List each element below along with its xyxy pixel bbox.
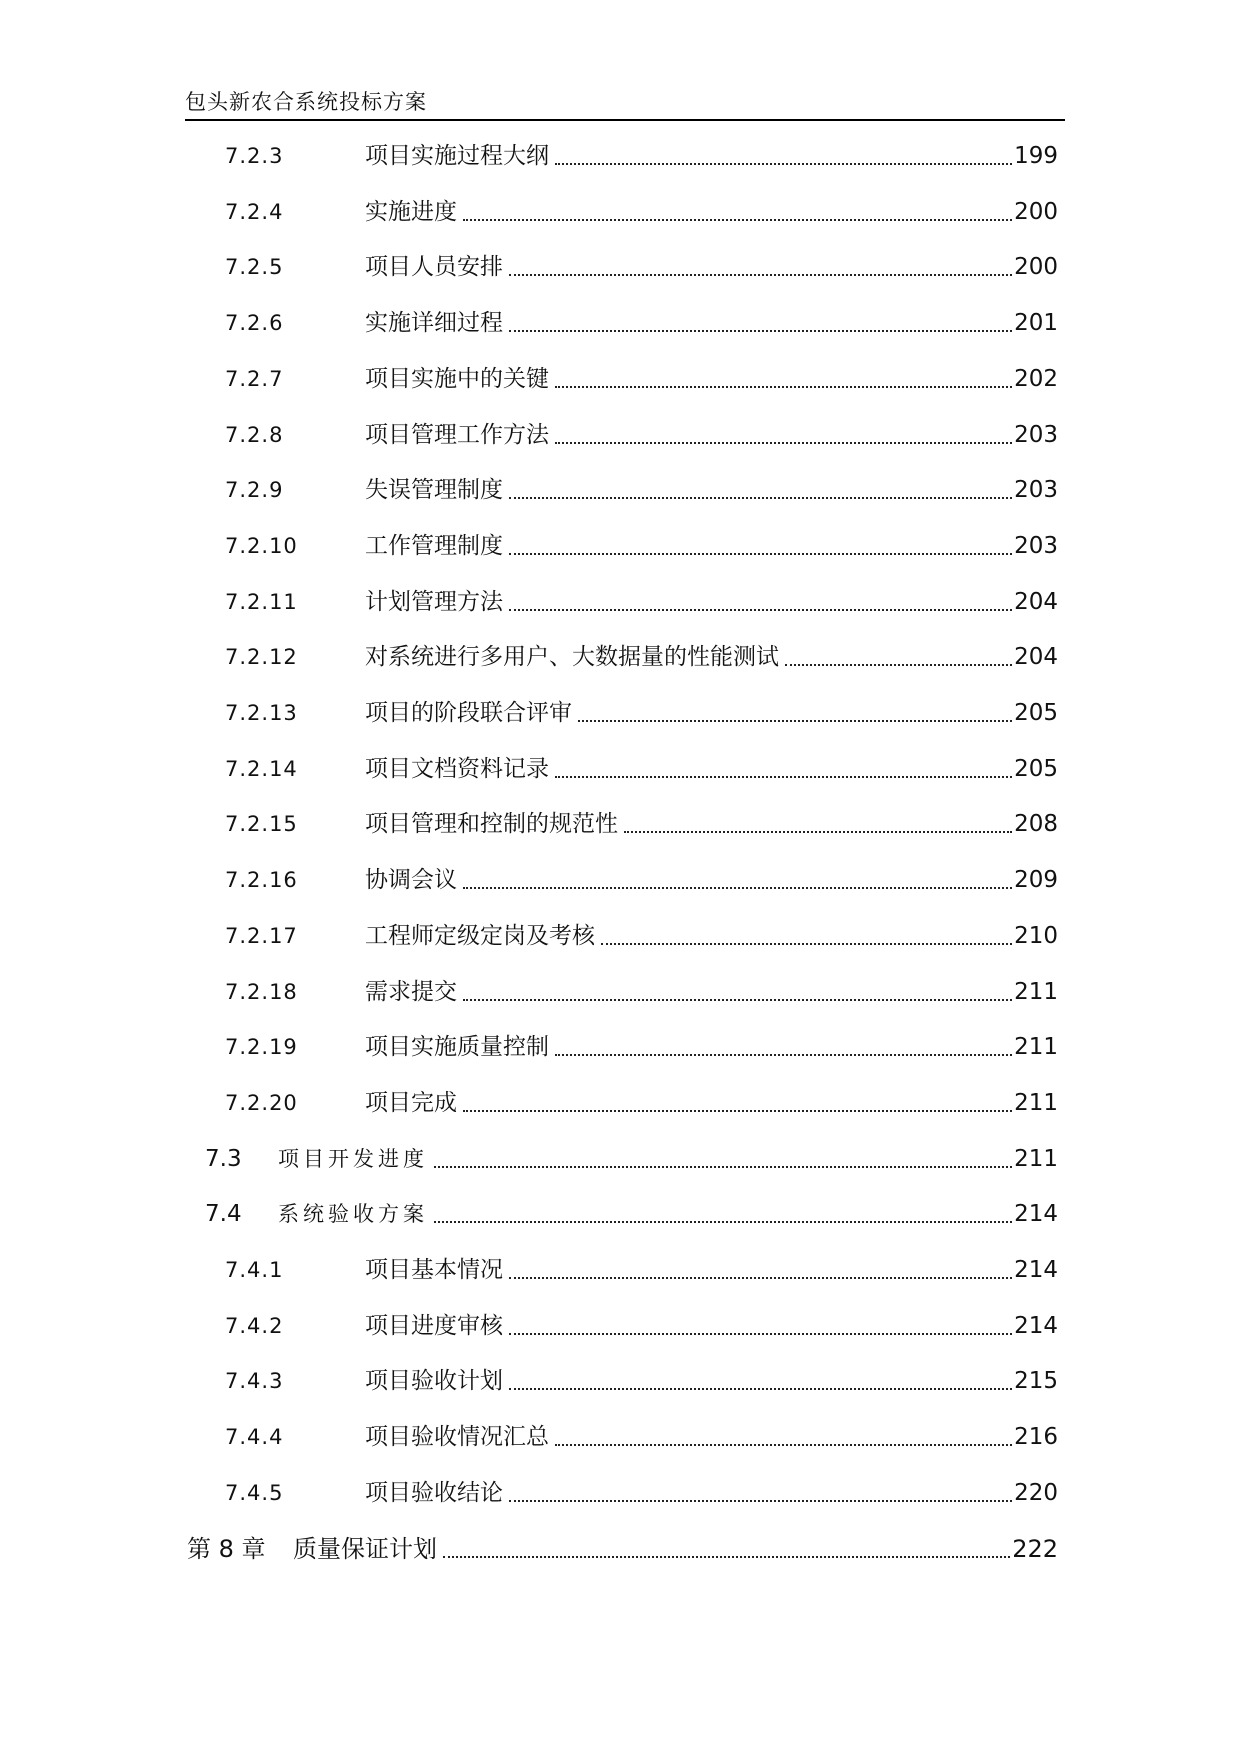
toc-entry-number: 7.4.5	[225, 1480, 284, 1505]
toc-entry-number: 7.2.15	[225, 812, 298, 837]
toc-entry-title: 协调会议	[365, 867, 457, 894]
toc-entry-title: 失误管理制度	[365, 477, 503, 504]
toc-entry-title: 计划管理方法	[365, 588, 503, 615]
toc-entry-number: 7.2.16	[225, 868, 298, 893]
toc-entry-title: 项目的阶段联合评审	[365, 700, 572, 726]
toc-entry-number: 7.2.10	[225, 533, 298, 558]
toc-dot-leader	[509, 528, 1012, 564]
toc-entry-page: 209	[1014, 867, 1058, 894]
toc-entry-title: 项目实施中的关键	[365, 365, 549, 392]
toc-entry-title: 工作管理制度	[365, 532, 503, 559]
toc-entry-page: 203	[1014, 532, 1058, 559]
toc-entry[interactable]	[225, 639, 1058, 675]
toc-entry[interactable]	[225, 1252, 1058, 1288]
toc-entry[interactable]	[225, 194, 1058, 230]
toc-dot-leader	[463, 974, 1012, 1010]
toc-entry-page: 200	[1014, 198, 1058, 225]
toc-entry-page: 205	[1014, 700, 1058, 726]
running-header: 包头新农合系统投标方案	[185, 90, 427, 114]
toc-entry[interactable]	[225, 1363, 1058, 1399]
toc-entry-page: 203	[1014, 421, 1058, 448]
toc-dot-leader	[509, 1308, 1012, 1344]
toc-entry-title: 项目验收情况汇总	[365, 1424, 549, 1451]
toc-entry-page: 201	[1014, 310, 1058, 337]
toc-entry[interactable]	[225, 305, 1058, 341]
toc-entry[interactable]	[225, 1475, 1058, 1511]
toc-dot-leader	[509, 584, 1012, 620]
toc-entry-number: 7.4	[205, 1201, 242, 1228]
toc-entry-number: 7.2.11	[225, 589, 298, 614]
toc-entry-number: 7.2.3	[225, 144, 284, 168]
toc-entry-page: 215	[1014, 1368, 1058, 1395]
toc-entry[interactable]	[225, 1308, 1058, 1344]
toc-entry[interactable]	[225, 528, 1058, 564]
toc-entry-number: 7.2.20	[225, 1090, 298, 1115]
toc-entry-number: 7.2.9	[225, 478, 284, 503]
toc-entry-title: 对系统进行多用户、大数据量的性能测试	[365, 644, 779, 671]
toc-dot-leader	[555, 1029, 1012, 1065]
toc-dot-leader	[601, 918, 1012, 954]
toc-entry-page: 211	[1014, 1034, 1058, 1061]
toc-entry-title: 项目实施质量控制	[365, 1034, 549, 1061]
toc-dot-leader	[555, 417, 1012, 453]
toc-entry[interactable]	[225, 361, 1058, 397]
toc-entry-title: 项目人员安排	[365, 254, 503, 281]
toc-dot-leader	[443, 1531, 1010, 1567]
toc-entry-page: 208	[1014, 811, 1058, 838]
toc-entry[interactable]	[225, 138, 1058, 174]
toc-dot-leader	[463, 194, 1012, 230]
toc-entry-title: 系统验收方案	[278, 1202, 428, 1227]
toc-entry-title: 实施详细过程	[365, 310, 503, 337]
toc-dot-leader	[785, 639, 1012, 675]
toc-entry[interactable]	[225, 1085, 1058, 1121]
toc-entry-number: 7.4.4	[225, 1425, 284, 1450]
toc-entry-title: 实施进度	[365, 198, 457, 225]
toc-dot-leader	[509, 249, 1012, 285]
toc-entry-page: 203	[1014, 477, 1058, 504]
toc-entry-number: 7.2.6	[225, 311, 284, 336]
toc-dot-leader	[555, 138, 1012, 174]
toc-entry[interactable]	[225, 417, 1058, 453]
toc-entry-number: 7.4.1	[225, 1258, 284, 1282]
toc-entry-title: 需求提交	[365, 978, 457, 1005]
toc-entry-page: 211	[1014, 1145, 1058, 1172]
toc-dot-leader	[509, 1475, 1012, 1511]
toc-entry-title: 项目管理工作方法	[365, 421, 549, 448]
toc-dot-leader	[463, 862, 1012, 898]
toc-entry-page: 210	[1014, 922, 1058, 949]
toc-entry[interactable]	[225, 584, 1058, 620]
toc-dot-leader	[509, 1363, 1012, 1399]
toc-entry-number: 7.2.5	[225, 255, 284, 280]
toc-entry-number: 7.2.7	[225, 366, 284, 391]
toc-entry-title: 项目基本情况	[365, 1257, 503, 1283]
toc-entry[interactable]	[225, 249, 1058, 285]
toc-dot-leader	[509, 472, 1012, 508]
toc-entry-page: 220	[1014, 1479, 1058, 1506]
toc-dot-leader	[509, 305, 1012, 341]
toc-entry-page: 211	[1014, 1089, 1058, 1116]
toc-entry[interactable]	[225, 1419, 1058, 1455]
toc-entry-page: 202	[1014, 365, 1058, 392]
toc-entry[interactable]	[225, 862, 1058, 898]
toc-entry-title: 项目实施过程大纲	[365, 143, 549, 169]
toc-entry-title: 项目进度审核	[365, 1312, 503, 1339]
toc-entry-number: 7.3	[205, 1145, 242, 1172]
toc-entry-page: 211	[1014, 978, 1058, 1005]
toc-entry[interactable]	[225, 806, 1058, 842]
toc-entry-number: 7.4.3	[225, 1369, 284, 1394]
toc-entry-number: 7.2.8	[225, 422, 284, 447]
toc-entry-title: 项目管理和控制的规范性	[365, 811, 618, 838]
toc-entry-page: 214	[1014, 1201, 1058, 1228]
toc-dot-leader	[509, 1252, 1012, 1288]
toc-dot-leader	[578, 695, 1012, 731]
toc-entry[interactable]	[205, 1196, 1058, 1232]
toc-entry-number: 7.2.19	[225, 1035, 298, 1060]
toc-entry-page: 199	[1014, 143, 1058, 169]
toc-entry-page: 204	[1014, 588, 1058, 615]
toc-entry-page: 214	[1014, 1257, 1058, 1283]
toc-entry-page: 200	[1014, 254, 1058, 281]
toc-entry[interactable]	[225, 472, 1058, 508]
toc-dot-leader	[555, 1419, 1012, 1455]
toc-entry-page: 222	[1012, 1534, 1058, 1563]
toc-entry[interactable]	[225, 751, 1058, 787]
toc-entry-number: 第 8 章	[187, 1534, 266, 1563]
toc-entry-number: 7.2.18	[225, 979, 298, 1004]
toc-entry-title: 项目验收计划	[365, 1368, 503, 1395]
toc-entry[interactable]	[225, 974, 1058, 1010]
toc-entry[interactable]	[225, 695, 1058, 731]
toc-dot-leader	[555, 361, 1012, 397]
toc-entry-number: 7.4.2	[225, 1313, 284, 1338]
toc-dot-leader	[434, 1196, 1012, 1232]
toc-entry-page: 216	[1014, 1424, 1058, 1451]
toc-dot-leader	[555, 751, 1012, 787]
toc-entry-number: 7.2.13	[225, 701, 298, 725]
toc-entry-title: 项目验收结论	[365, 1479, 503, 1506]
toc-entry-number: 7.2.14	[225, 756, 298, 781]
toc-entry-number: 7.2.17	[225, 923, 298, 948]
toc-entry[interactable]	[225, 918, 1058, 954]
toc-entry-page: 205	[1014, 755, 1058, 782]
toc-entry-title: 项目文档资料记录	[365, 755, 549, 782]
toc-entry-number: 7.2.12	[225, 645, 298, 670]
toc-entry[interactable]	[187, 1531, 1058, 1567]
toc-entry-page: 204	[1014, 644, 1058, 671]
toc-entry[interactable]	[225, 1029, 1058, 1065]
toc-dot-leader	[463, 1085, 1012, 1121]
toc-entry[interactable]	[205, 1141, 1058, 1177]
toc-dot-leader	[624, 806, 1012, 842]
toc-entry-title: 质量保证计划	[293, 1534, 437, 1563]
toc-entry-number: 7.2.4	[225, 199, 284, 224]
toc-entry-title: 项目完成	[365, 1089, 457, 1116]
toc-entry-title: 工程师定级定岗及考核	[365, 922, 595, 949]
header-rule	[185, 119, 1065, 121]
toc-entry-page: 214	[1014, 1312, 1058, 1339]
toc-entry-title: 项目开发进度	[278, 1146, 428, 1171]
toc-dot-leader	[434, 1141, 1012, 1177]
